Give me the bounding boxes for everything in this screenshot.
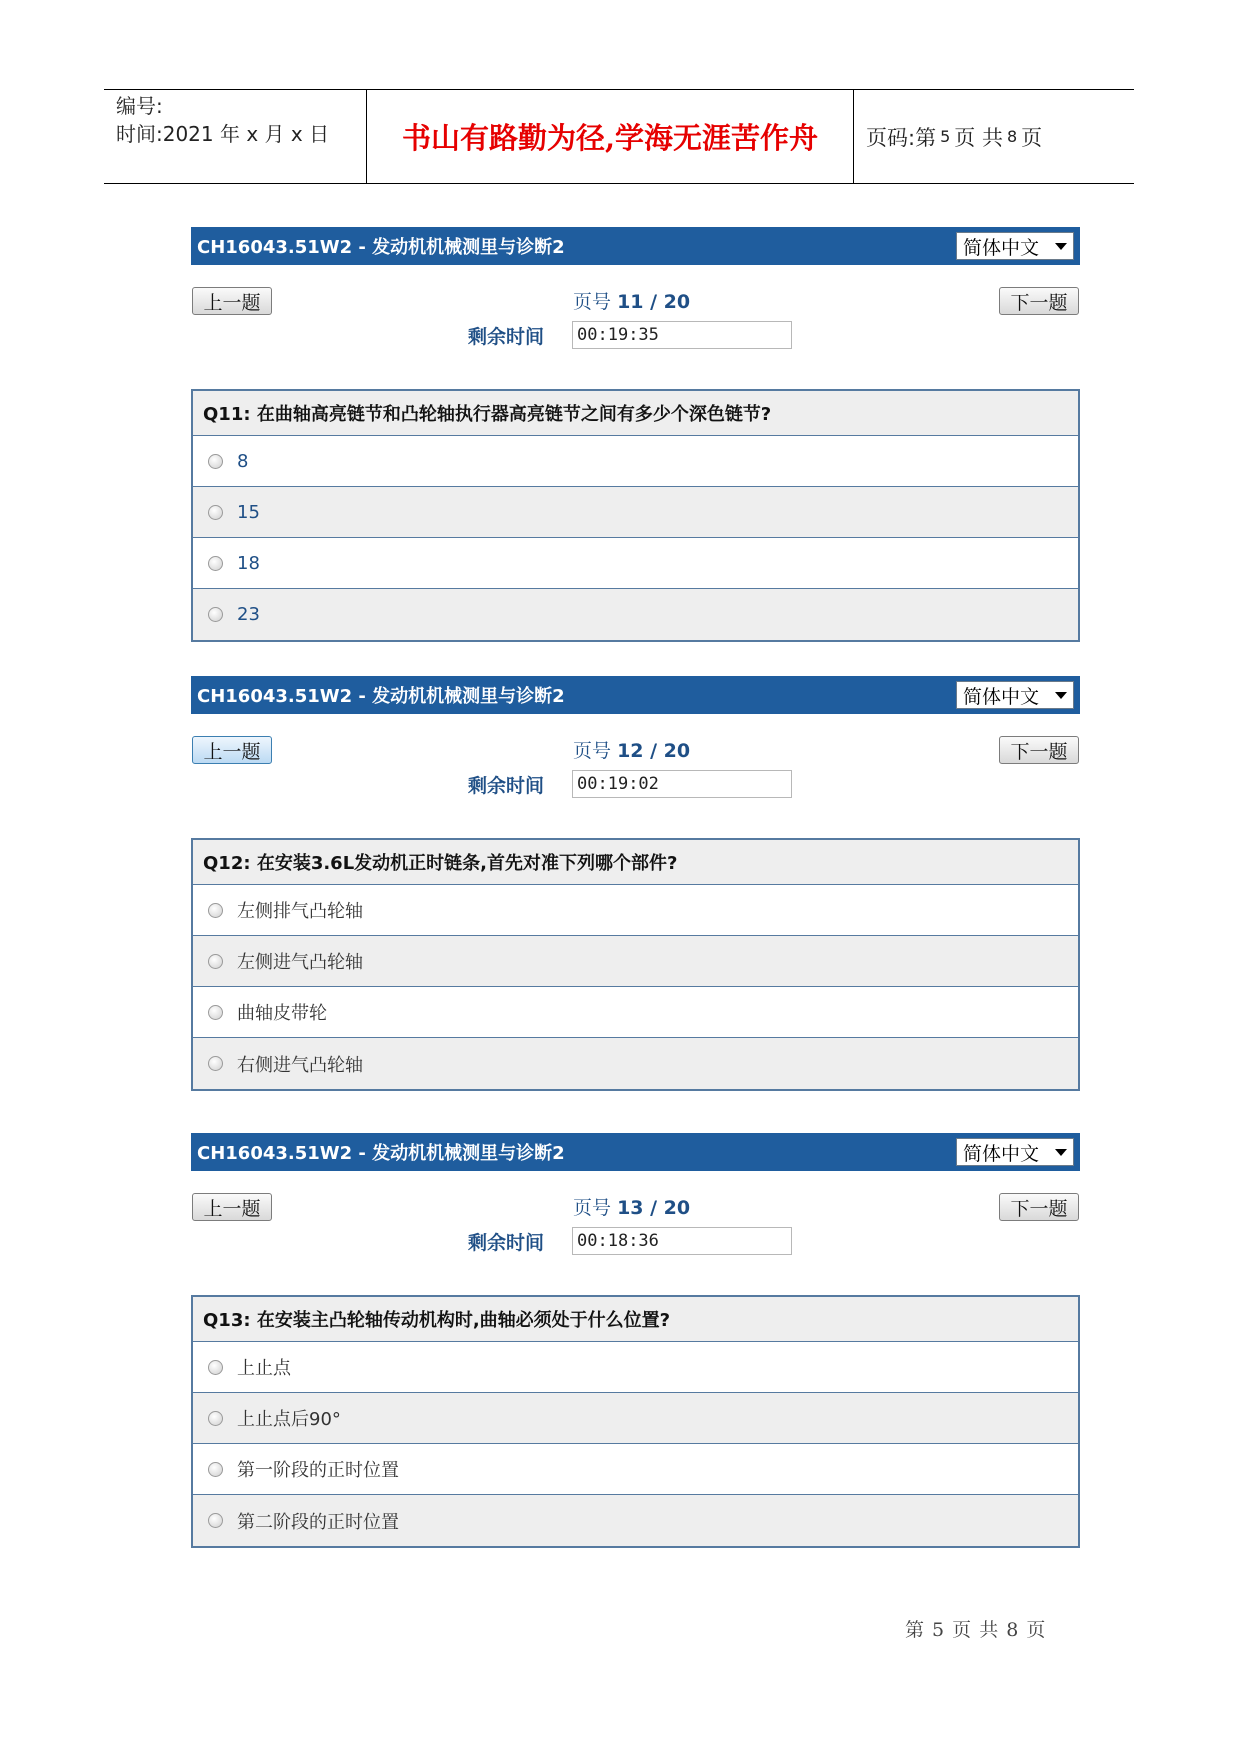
page-counter <box>573 1193 690 1220</box>
question-text: Q12: 在安装3.6L发动机正时链条,首先对准下列哪个部件? <box>193 840 1078 885</box>
page-counter-label: 页号 <box>573 1197 612 1219</box>
page-mid: 页 共 <box>954 125 1003 150</box>
number-label: 编号: <box>116 94 163 118</box>
answer-option[interactable] <box>193 1393 1078 1444</box>
chevron-down-icon <box>1055 692 1067 699</box>
question-card <box>191 1295 1080 1548</box>
page-counter-label: 页号 <box>573 291 612 313</box>
answer-option[interactable] <box>193 1495 1078 1546</box>
option-label: 曲轴皮带轮 <box>237 1003 327 1024</box>
radio-icon[interactable] <box>208 556 223 571</box>
radio-icon[interactable] <box>208 1056 223 1071</box>
radio-icon[interactable] <box>208 607 223 622</box>
time-remaining-label: 剩余时间 <box>468 774 545 797</box>
answer-option[interactable] <box>193 885 1078 936</box>
question-card <box>191 838 1080 1091</box>
page-counter-label: 页号 <box>573 740 612 762</box>
course-title: CH16043.51W2 - 发动机机械测里与诊断2 <box>197 686 565 707</box>
prev-question-button[interactable]: 上一题 <box>192 1193 272 1221</box>
radio-icon[interactable] <box>208 1411 223 1426</box>
next-question-button[interactable]: 下一题 <box>999 287 1079 315</box>
time-remaining-field: 00:19:35 <box>572 321 792 349</box>
time-remaining-label: 剩余时间 <box>468 325 545 348</box>
quiz-block-11 <box>191 227 1080 642</box>
answer-option[interactable] <box>193 1038 1078 1089</box>
timer-row <box>468 321 792 349</box>
prev-question-button[interactable]: 上一题 <box>192 287 272 315</box>
radio-icon[interactable] <box>208 903 223 918</box>
quiz-nav <box>191 1171 1080 1267</box>
option-label: 第一阶段的正时位置 <box>237 1460 399 1481</box>
quiz-nav <box>191 265 1080 361</box>
timer-row <box>468 770 792 798</box>
quiz-titlebar <box>191 676 1080 714</box>
quiz-nav <box>191 714 1080 810</box>
document-header <box>104 89 1134 184</box>
page-counter-value: 11 / 20 <box>617 291 691 313</box>
radio-icon[interactable] <box>208 1462 223 1477</box>
option-label: 15 <box>237 501 260 523</box>
page-total: 8 <box>1006 127 1018 146</box>
radio-icon[interactable] <box>208 954 223 969</box>
question-text: Q11: 在曲轴高亮链节和凸轮轴执行器高亮链节之间有多少个深色链节? <box>193 391 1078 436</box>
radio-icon[interactable] <box>208 454 223 469</box>
page-counter <box>573 287 690 314</box>
page-footer: 第 5 页 共 8 页 <box>905 1619 1047 1641</box>
page-suffix: 页 <box>1021 125 1043 150</box>
timer-row <box>468 1227 792 1255</box>
answer-option[interactable] <box>193 487 1078 538</box>
quiz-block-13 <box>191 1133 1080 1548</box>
option-label: 上止点 <box>237 1358 291 1379</box>
quiz-titlebar <box>191 227 1080 265</box>
question-text: Q13: 在安装主凸轮轴传动机构时,曲轴必须处于什么位置? <box>193 1297 1078 1342</box>
answer-option[interactable] <box>193 538 1078 589</box>
radio-icon[interactable] <box>208 1360 223 1375</box>
time-remaining-field: 00:19:02 <box>572 770 792 798</box>
option-label: 左侧进气凸轮轴 <box>237 952 363 973</box>
quiz-block-12 <box>191 676 1080 1091</box>
page-counter <box>573 736 690 763</box>
radio-icon[interactable] <box>208 505 223 520</box>
language-value: 简体中文 <box>963 1142 1040 1165</box>
chevron-down-icon <box>1055 1149 1067 1156</box>
header-meta <box>104 90 367 183</box>
question-card <box>191 389 1080 642</box>
answer-option[interactable] <box>193 936 1078 987</box>
answer-option[interactable] <box>193 589 1078 640</box>
page-number: 5 <box>940 127 951 146</box>
option-label: 23 <box>237 604 260 625</box>
radio-icon[interactable] <box>208 1513 223 1528</box>
option-label: 左侧排气凸轮轴 <box>237 901 363 922</box>
option-label: 8 <box>237 450 249 472</box>
time-remaining-field: 00:18:36 <box>572 1227 792 1255</box>
page-counter-value: 13 / 20 <box>617 1197 691 1219</box>
language-select[interactable] <box>956 1138 1074 1166</box>
page-prefix: 页码:第 <box>866 125 937 150</box>
language-select[interactable] <box>956 681 1074 709</box>
radio-icon[interactable] <box>208 1005 223 1020</box>
prev-question-button[interactable]: 上一题 <box>192 736 272 764</box>
next-question-button[interactable]: 下一题 <box>999 736 1079 764</box>
quiz-titlebar <box>191 1133 1080 1171</box>
option-label: 18 <box>237 552 260 574</box>
next-question-button[interactable]: 下一题 <box>999 1193 1079 1221</box>
language-value: 简体中文 <box>963 685 1040 708</box>
answer-option[interactable] <box>193 987 1078 1038</box>
page-indicator <box>854 90 1134 183</box>
option-label: 上止点后90° <box>237 1409 341 1430</box>
answer-option[interactable] <box>193 1444 1078 1495</box>
time-remaining-label: 剩余时间 <box>468 1231 545 1254</box>
motto: 书山有路勤为径,学海无涯苦作舟 <box>367 90 854 183</box>
language-value: 简体中文 <box>963 236 1040 259</box>
page-counter-value: 12 / 20 <box>617 740 691 762</box>
answer-option[interactable] <box>193 1342 1078 1393</box>
course-title: CH16043.51W2 - 发动机机械测里与诊断2 <box>197 237 565 258</box>
option-label: 右侧进气凸轮轴 <box>237 1054 363 1076</box>
option-label: 第二阶段的正时位置 <box>237 1511 399 1533</box>
language-select[interactable] <box>956 232 1074 260</box>
answer-option[interactable] <box>193 436 1078 487</box>
course-title: CH16043.51W2 - 发动机机械测里与诊断2 <box>197 1143 565 1164</box>
date-label: 时间:2021 年 x 月 x 日 <box>116 122 330 146</box>
chevron-down-icon <box>1055 243 1067 250</box>
